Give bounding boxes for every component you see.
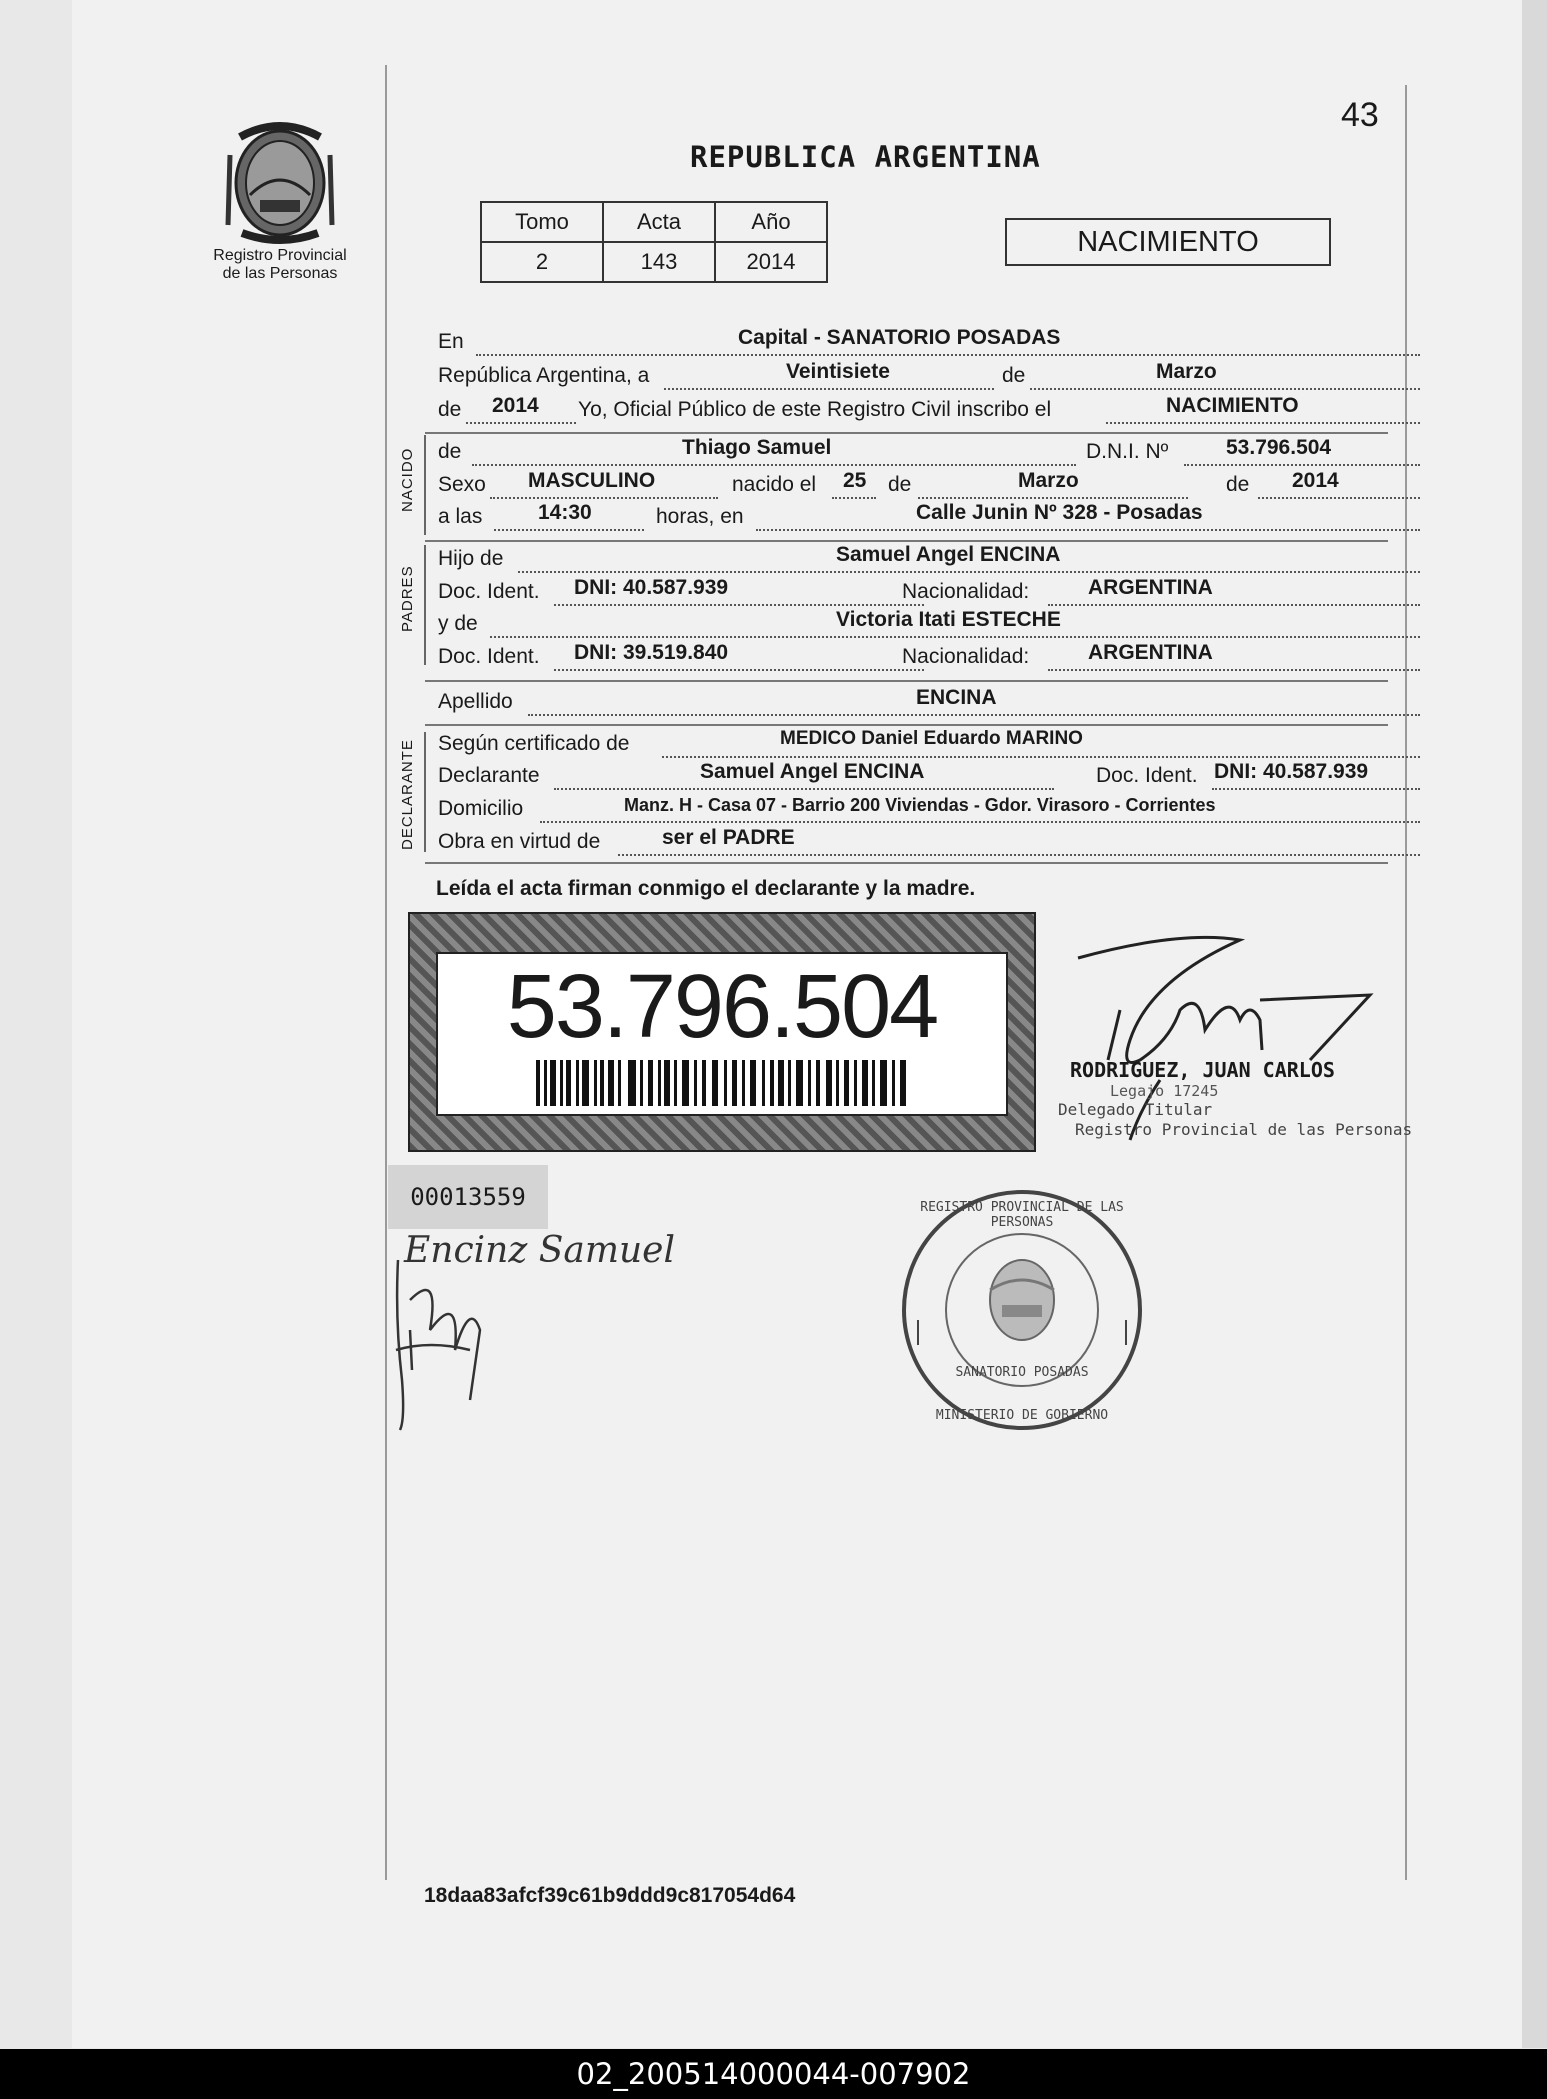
value-tomo: 2 [481,242,603,282]
nacido-lugar: Calle Junin Nº 328 - Posadas [916,501,1203,524]
official-name: RODRIGUEZ, JUAN CARLOS [1070,1058,1335,1082]
obra-value: ser el PADRE [662,826,795,849]
nacionalidad-label: Nacionalidad: [902,645,1030,668]
oficial-text: Yo, Oficial Público de este Registro Civil inscribo el [578,398,1052,421]
dni-label: D.N.I. Nº [1086,440,1169,463]
nacido-mes: Marzo [1018,469,1079,492]
document-hash: 18daa83afcf39c61b9ddd9c817054d64 [424,1884,796,1907]
official-role: Delegado Titular [1058,1100,1213,1119]
nacido-dni: 53.796.504 [1226,436,1332,459]
de-label-3: de [1226,473,1250,496]
official-legajo: Legajo 17245 [1110,1082,1219,1100]
padres-section-label: PADRES [399,565,416,632]
obra-label: Obra en virtud de [438,830,601,853]
declarant-signature [396,1260,480,1430]
de-label: de [1002,364,1026,387]
de-label: de [438,440,462,463]
control-number-stamp: 00013559 [388,1165,548,1229]
inscribo-value: NACIMIENTO [1166,394,1299,417]
declarante-doc: DNI: 40.587.939 [1214,760,1369,783]
nacido-section-label: NACIDO [399,447,416,512]
de2-label: de [438,398,462,421]
nacido-hora: 14:30 [538,501,592,524]
nacido-el-label: nacido el [732,473,817,496]
domicilio-label: Domicilio [438,797,524,820]
declarante-section-label: DECLARANTE [399,739,416,850]
header-anio: Año [715,202,827,242]
closing-statement: Leída el acta firman conmigo el declarante y la madre. [436,877,976,900]
padre-nacionalidad: ARGENTINA [1088,576,1213,599]
domicilio-value: Manz. H - Casa 07 - Barrio 200 Viviendas - Gdor. Virasoro - Corrientes [624,795,1216,815]
madre-nombre: Victoria Itati ESTECHE [836,608,1061,631]
value-anio: 2014 [715,242,827,282]
nacido-sexo: MASCULINO [528,469,656,492]
official-registry: Registro Provincial de las Personas [1075,1120,1413,1139]
mes-value: Marzo [1156,360,1217,383]
header-tomo: Tomo [481,202,603,242]
hijo-de-label: Hijo de [438,547,504,570]
certificado-value: MEDICO Daniel Eduardo MARINO [780,728,1083,749]
sexo-label: Sexo [438,473,486,496]
seal-outer-text: REGISTRO PROVINCIAL DE LAS PERSONAS [920,1200,1124,1230]
madre-nacionalidad: ARGENTINA [1088,641,1213,664]
madre-doc: DNI: 39.519.840 [574,641,729,664]
en-value: Capital - SANATORIO POSADAS [738,326,1061,349]
nacido-anio: 2014 [1292,469,1339,492]
apellido-label: Apellido [438,690,513,713]
horas-label: horas, en [656,505,744,528]
y-de-label: y de [438,612,478,635]
handwritten-name: Encinz Samuel [404,1230,676,1271]
page-number: 43 [1341,96,1379,134]
seal-inner-text: SANATORIO POSADAS [955,1365,1089,1380]
value-acta: 143 [603,242,715,282]
document-type-box: NACIMIENTO [1005,218,1331,266]
nacionalidad-label: Nacionalidad: [902,580,1030,603]
a-las-label: a las [438,505,483,528]
nacido-dia: 25 [843,469,867,492]
seal-icon [904,1192,1140,1428]
barcode-number: 53.796.504 [506,957,938,1057]
de-label-2: de [888,473,912,496]
padre-nombre: Samuel Angel ENCINA [836,543,1061,566]
doc-ident-label: Doc. Ident. [438,645,540,668]
dia-value: Veintisiete [786,360,890,383]
registry-line-2: de las Personas [222,265,338,282]
header-acta: Acta [603,202,715,242]
declarante-nombre: Samuel Angel ENCINA [700,760,925,783]
doc-ident-label: Doc. Ident. [1096,764,1198,787]
nacido-nombre: Thiago Samuel [682,436,832,459]
padre-doc: DNI: 40.587.939 [574,576,729,599]
country-title: REPUBLICA ARGENTINA [690,140,1041,174]
doc-ident-label: Doc. Ident. [438,580,540,603]
file-id-bar: 02_200514000044-007902 [0,2049,1547,2099]
registry-line-1: Registro Provincial [213,247,347,264]
en-label: En [438,330,464,353]
seal-bottom-text: MINISTERIO DE GOBIERNO [935,1408,1109,1423]
apellido-value: ENCINA [916,686,997,709]
declarante-label: Declarante [438,764,540,787]
republica-label: República Argentina, a [438,364,650,387]
anio-value: 2014 [492,394,539,417]
certificado-label: Según certificado de [438,732,630,755]
